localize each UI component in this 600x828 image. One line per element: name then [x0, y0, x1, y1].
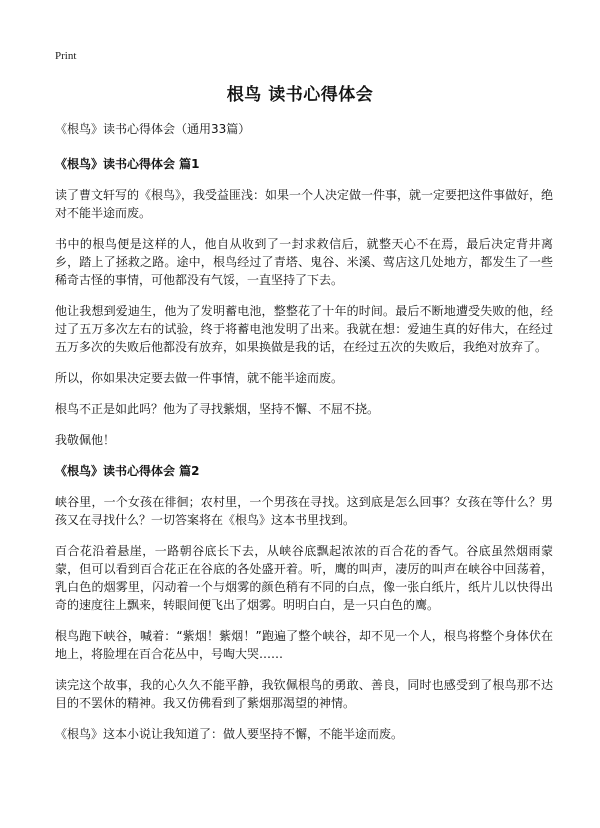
article-section-1: [55, 155, 553, 449]
paragraph: 根鸟不正是如此吗？他为了寻找紫烟，坚持不懈、不屈不挠。: [55, 402, 380, 416]
paragraph: 《根鸟》这本小说让我知道了：做人要坚持不懈，不能半途而废。: [55, 727, 404, 741]
paragraph: 所以，你如果决定要去做一件事情，就不能半途而废。: [55, 371, 344, 385]
page-title: 根鸟 读书心得体会: [226, 85, 374, 105]
paragraph: 百合花沿着悬崖，一路朝谷底长下去，从峡谷底飘起浓浓的百合花的香气。谷底虽然烟雨蒙蒙，但可以看到百合花正在谷底的各处盛开着。听，鹰的叫声，凄厉的叫声在峡谷中回荡着，乳白色的烟雾里，闪动着一个与烟雾的颜色稍有不同的白点，像一张白纸片，纸片儿以快得出奇的速度往上飘来，转眼间便飞出了烟雾。明明白白，是一只白色的鹰。: [55, 544, 553, 612]
article-subtitle: 《根鸟》读书心得体会（通用33篇）: [55, 122, 251, 136]
article-body: [55, 120, 553, 756]
print-link[interactable]: Print: [55, 50, 77, 62]
paragraph: 根鸟跑下峡谷，喊着：“紫烟！紫烟！”跑遍了整个峡谷，却不见一个人，根鸟将整个身体伏在地上，将脸埋在百合花丛中，号啕大哭……: [55, 629, 553, 661]
section-heading: 《根鸟》读书心得体会 篇1: [55, 157, 200, 171]
paragraph: 他让我想到爱迪生，他为了发明蓄电池，整整花了十年的时间。最后不断地遭受失败的他，经过了五万多次左右的试验，终于将蓄电池发明了出来。我就在想：爱迪生真的好伟大，在经过五万多次的失败后他都没有放弃，如果换做是我的话，在经过五次的失败后，我绝对放弃了。: [55, 304, 553, 354]
paragraph: 峡谷里，一个女孩在徘徊；农村里，一个男孩在寻找。这到底是怎么回事？女孩在等什么？男孩又在寻找什么？一切答案将在《根鸟》这本书里找到。: [55, 495, 553, 527]
paragraph: 读了曹文轩写的《根鸟》，我受益匪浅：如果一个人决定做一件事，就一定要把这件事做好，绝对不能半途而废。: [55, 188, 554, 220]
paragraph: 书中的根鸟便是这样的人，他自从收到了一封求救信后，就整天心不在焉，最后决定背井离乡，踏上了拯救之路。途中，根鸟经过了青塔、鬼谷、米溪、莺店这几处地方，都发生了一些稀奇古怪的事情，可他都没有气馁，一直坚持了下去。: [55, 237, 553, 287]
article-section-2: [55, 462, 553, 743]
paragraph: 读完这个故事，我的心久久不能平静，我钦佩根鸟的勇敢、善良，同时也感受到了根鸟那不达目的不罢休的精神。我又仿佛看到了紫烟那渴望的神情。: [55, 678, 553, 710]
paragraph: 我敬佩他！: [55, 433, 116, 447]
section-heading: 《根鸟》读书心得体会 篇2: [55, 464, 200, 478]
